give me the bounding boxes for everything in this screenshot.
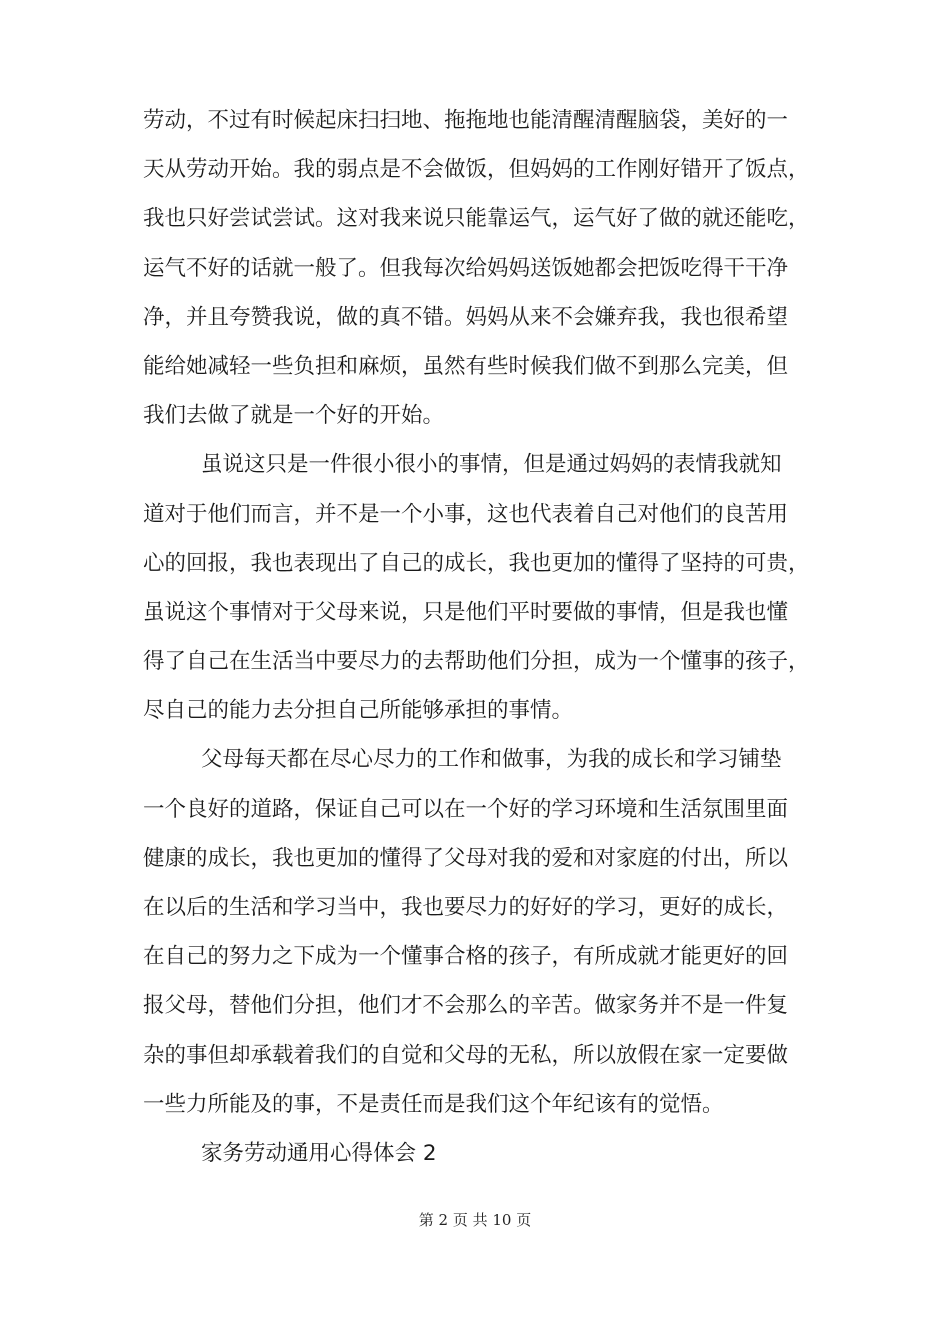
text-line: 我们去做了就是一个好的开始。 <box>143 403 445 429</box>
text-line: 尽自己的能力去分担自己所能够承担的事情。 <box>143 698 574 724</box>
text-line: 在自己的努力之下成为一个懂事合格的孩子，有所成就才能更好的回 <box>143 944 789 970</box>
paragraph-start-line: 父母每天都在尽心尽力的工作和做事，为我的成长和学习铺垫 <box>201 747 782 773</box>
text-line: 得了自己在生活当中要尽力的去帮助他们分担，成为一个懂事的孩子， <box>143 649 810 675</box>
section-heading: 家务劳动通用心得体会 2 <box>201 1140 437 1166</box>
text-line: 在以后的生活和学习当中，我也要尽力的好好的学习，更好的成长， <box>143 895 789 920</box>
text-line: 报父母，替他们分担，他们才不会那么的辛苦。做家务并不是一件复 <box>143 993 789 1019</box>
page-number-footer: 第 2 页 共 10 页 <box>418 1211 532 1229</box>
text-line: 能给她减轻一些负担和麻烦，虽然有些时候我们做不到那么完美，但 <box>143 353 789 379</box>
text-line: 劳动，不过有时候起床扫扫地、拖拖地也能清醒清醒脑袋，美好的一 <box>143 108 789 133</box>
text-line: 虽说这个事情对于父母来说，只是他们平时要做的事情，但是我也懂 <box>143 599 789 625</box>
text-line: 一个良好的道路，保证自己可以在一个好的学习环境和生活氛围里面 <box>143 796 789 822</box>
text-line: 我也只好尝试尝试。这对我来说只能靠运气，运气好了做的就还能吃， <box>143 206 810 232</box>
text-line: 道对于他们而言，并不是一个小事，这也代表着自己对他们的良苦用 <box>143 501 789 527</box>
text-line: 健康的成长，我也更加的懂得了父母对我的爱和对家庭的付出，所以 <box>143 845 789 871</box>
text-line: 天从劳动开始。我的弱点是不会做饭，但妈妈的工作刚好错开了饭点， <box>143 157 810 183</box>
text-line: 运气不好的话就一般了。但我每次给妈妈送饭她都会把饭吃得干干净 <box>143 255 789 281</box>
text-line: 心的回报，我也表现出了自己的成长，我也更加的懂得了坚持的可贵， <box>143 550 810 576</box>
text-line: 一些力所能及的事，不是责任而是我们这个年纪该有的觉悟。 <box>143 1091 724 1117</box>
paragraph-start-line: 虽说这只是一件很小很小的事情，但是通过妈妈的表情我就知 <box>201 452 782 478</box>
document-body <box>143 96 833 1178</box>
text-line: 净，并且夸赞我说，做的真不错。妈妈从来不会嫌弃我，我也很希望 <box>143 304 789 330</box>
text-line: 杂的事但却承载着我们的自觉和父母的无私，所以放假在家一定要做 <box>143 1042 789 1068</box>
